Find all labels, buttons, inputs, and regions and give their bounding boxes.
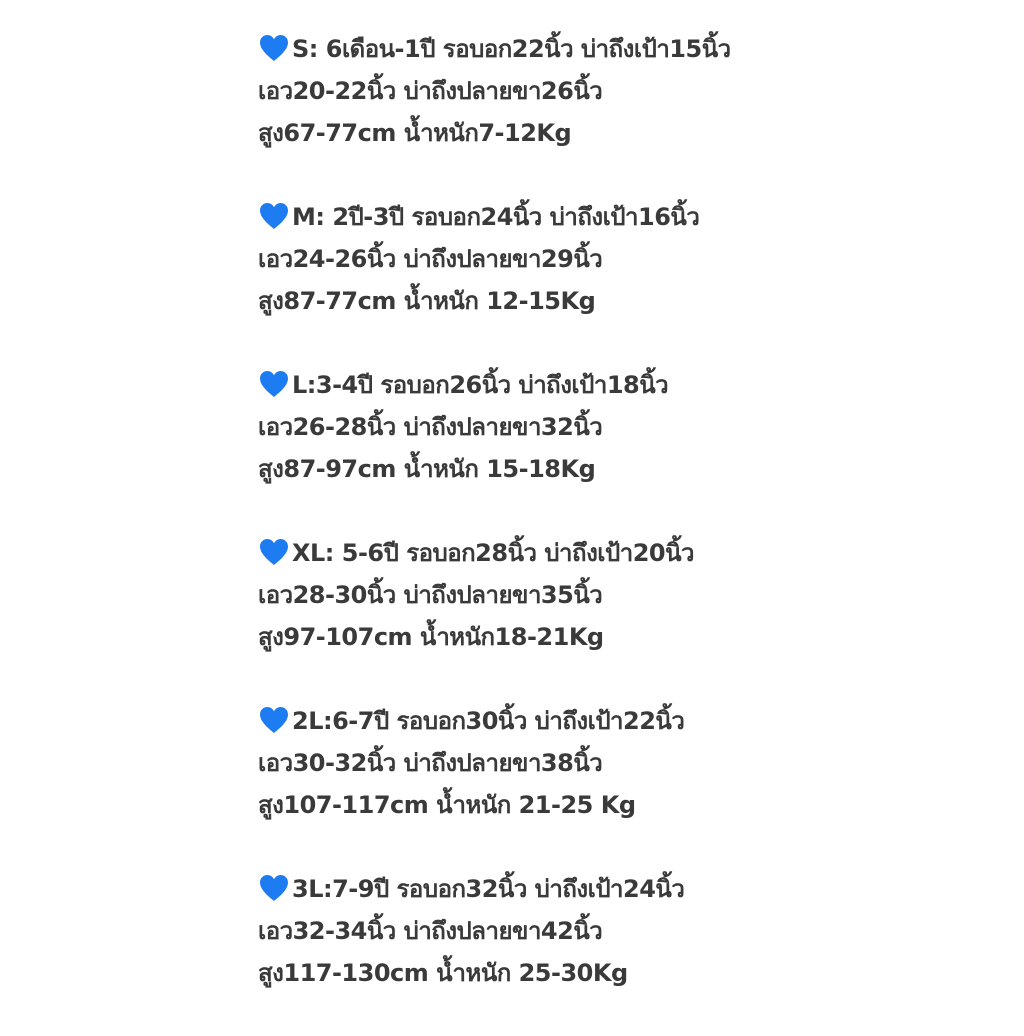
blue-heart-icon	[258, 201, 290, 231]
size-xl-line-2: เอว28-30นิ้ว บ่าถึงปลายขา35นิ้ว	[258, 581, 603, 609]
size-chart	[258, 28, 998, 1036]
blue-heart-icon	[258, 873, 290, 903]
size-l-line-2: เอว26-28นิ้ว บ่าถึงปลายขา32นิ้ว	[258, 413, 603, 441]
size-block-3l	[258, 868, 998, 1036]
size-s-line-1	[258, 28, 998, 70]
size-3l-line-1	[258, 868, 998, 910]
size-m-line-1	[258, 196, 998, 238]
blue-heart-icon	[258, 33, 290, 63]
size-3l-line-3: สูง117-130cm น้ำหนัก 25-30Kg	[258, 959, 628, 987]
size-2l-line-1-text: 2L:6-7ปี รอบอก30นิ้ว บ่าถึงเป้า22นิ้ว	[292, 707, 685, 735]
size-xl-line-3: สูง97-107cm น้ำหนัก18-21Kg	[258, 623, 604, 651]
blue-heart-icon	[258, 705, 290, 735]
size-2l-line-2: เอว30-32นิ้ว บ่าถึงปลายขา38นิ้ว	[258, 749, 603, 777]
size-m-line-2: เอว24-26นิ้ว บ่าถึงปลายขา29นิ้ว	[258, 245, 603, 273]
size-l-line-1-text: L:3-4ปี รอบอก26นิ้ว บ่าถึงเป้า18นิ้ว	[292, 371, 669, 399]
blue-heart-icon	[258, 369, 290, 399]
blue-heart-icon	[258, 537, 290, 567]
size-2l-line-1	[258, 700, 998, 742]
size-3l-line-1-text: 3L:7-9ปี รอบอก32นิ้ว บ่าถึงเป้า24นิ้ว	[292, 875, 685, 903]
size-m-line-3: สูง87-77cm น้ำหนัก 12-15Kg	[258, 287, 596, 315]
size-s-line-3: สูง67-77cm น้ำหนัก7-12Kg	[258, 119, 572, 147]
size-s-line-1-text: S: 6เดือน-1ปี รอบอก22นิ้ว บ่าถึงเป้า15นิ้ว	[292, 35, 731, 63]
size-3l-line-2: เอว32-34นิ้ว บ่าถึงปลายขา42นิ้ว	[258, 917, 603, 945]
size-l-line-1	[258, 364, 998, 406]
size-block-2l	[258, 700, 998, 868]
size-s-line-2: เอว20-22นิ้ว บ่าถึงปลายขา26นิ้ว	[258, 77, 603, 105]
size-2l-line-3: สูง107-117cm น้ำหนัก 21-25 Kg	[258, 791, 636, 819]
size-block-m	[258, 196, 998, 364]
size-block-l	[258, 364, 998, 532]
size-block-s	[258, 28, 998, 196]
size-m-line-1-text: M: 2ปี-3ปี รอบอก24นิ้ว บ่าถึงเป้า16นิ้ว	[292, 203, 700, 231]
size-l-line-3: สูง87-97cm น้ำหนัก 15-18Kg	[258, 455, 596, 483]
size-xl-line-1-text: XL: 5-6ปี รอบอก28นิ้ว บ่าถึงเป้า20นิ้ว	[292, 539, 694, 567]
size-xl-line-1	[258, 532, 998, 574]
size-block-xl	[258, 532, 998, 700]
